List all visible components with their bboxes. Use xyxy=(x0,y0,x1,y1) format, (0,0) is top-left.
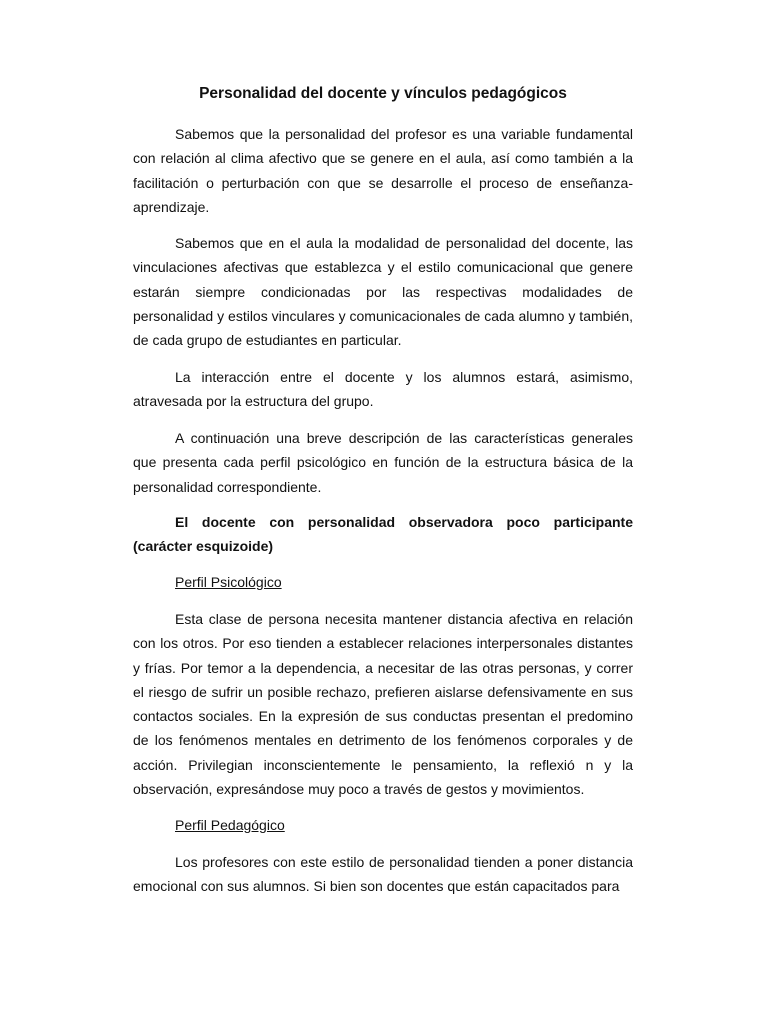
perfil-psicologico-text: Esta clase de persona necesita mantener distancia afectiva en relación con los otros. Por eso tienden a establecer relaciones interpersonales distantes y frías. Por temor a la dependencia, a necesitar de las otras personas, y correr el riesgo de sufrir un posible rechazo, prefieren aislarse defensivamente en sus contactos sociales. En la expresión de sus conductas presentan el predomino de los fenómenos mentales en detrimento de los fenómenos corporales y de acción. Privilegian inconscientemente le pensamiento, la reflexió n y la observación, expresándose muy poco a través de gestos y movimientos. xyxy=(133,611,633,798)
paragraph-4: A continuación una breve descripción de las características generales que presenta cada perfil psicológico en función de la estructura básica de la personalidad correspondiente. xyxy=(133,430,633,495)
paragraph-1: Sabemos que la personalidad del profesor es una variable fundamental con relación al clima afectivo que se genere en el aula, así como también a la facilitación o perturbación con que se desarrolle el proceso de enseñanza-aprendizaje. xyxy=(133,126,633,215)
paragraph-3: La interacción entre el docente y los alumnos estará, asimismo, atravesada por la estructura del grupo. xyxy=(133,369,633,410)
paragraph-2: Sabemos que en el aula la modalidad de personalidad del docente, las vinculaciones afectivas que establezca y el estilo comunicacional que genere estarán siempre condicionadas por las respectivas modalidades de personalidad y estilos vinculares y comunicacionales de cada alumno y también, de cada grupo de estudiantes en particular. xyxy=(133,235,633,349)
perfil-pedagogico-text: Los profesores con este estilo de personalidad tienden a poner distancia emocional con sus alumnos. Si bien son docentes que están capacitados para xyxy=(133,854,633,895)
perfil-pedagogico-heading: Perfil Pedagógico xyxy=(175,817,285,833)
section-heading: El docente con personalidad observadora poco participante (carácter esquizoide) xyxy=(133,514,633,555)
perfil-psicologico-heading: Perfil Psicológico xyxy=(175,574,282,590)
document-title: Personalidad del docente y vínculos pedagógicos xyxy=(199,85,567,102)
